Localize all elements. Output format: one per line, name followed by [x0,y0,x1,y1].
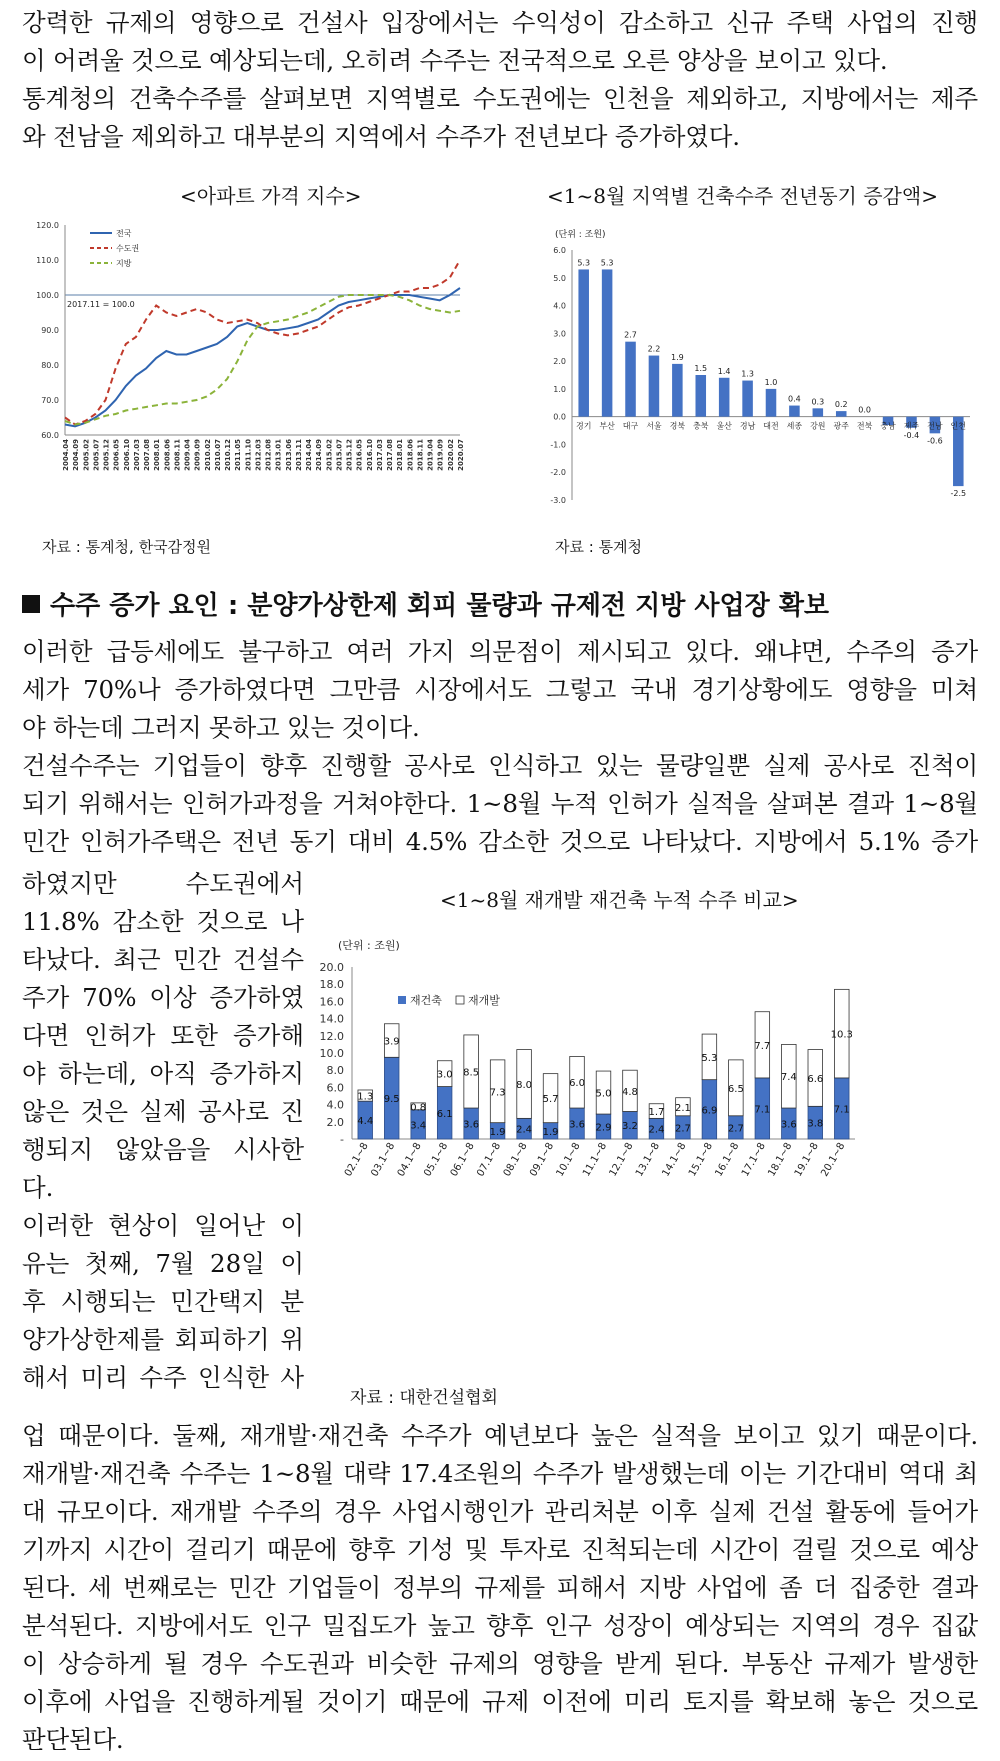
text-line: 강력한 규제의 영향으로 건설사 입장에서는 수익성이 감소하고 신규 주택 사업의 진행 [22,8,978,37]
x-tick-label: 2012.03 [254,439,263,471]
x-tick-label: 19.1~8 [792,1141,821,1179]
data-label: 2.2 [647,344,661,354]
y-tick-label: 6.0 [326,1081,344,1095]
data-label: 1.3 [357,1091,374,1103]
x-tick-label: 2014.09 [315,439,324,471]
text-line: 야 하는데, 아직 증가하지 [22,1059,304,1088]
data-label: 0.0 [858,405,872,415]
text-line: 주가 70% 이상 증가하였 [22,983,304,1012]
text-line: 업 때문이다. 둘째, 재개발·재건축 수주가 예년보다 높은 실적을 보이고 있기 때문이다. [22,1421,978,1450]
chart2-source: 자료 : 통계청 [555,538,643,556]
data-label: 2.1 [674,1102,691,1114]
x-tick-label: 2018.11 [416,439,425,471]
bar [742,381,753,417]
bar [836,411,847,417]
apartment-price-index-chart [20,210,520,530]
text-line: 야 하는데 그러지 못하고 있는 것이다. [22,713,420,742]
legend-label: 재건축 [410,994,442,1007]
x-tick-label: 전남 [927,421,943,431]
text-line: 건설수주는 기업들이 향후 진행할 공사로 인식하고 있는 물량일뿐 실제 공사로 진척이 [22,751,978,780]
regional-orders-change-chart [540,225,980,525]
x-tick-label: 08.1~8 [501,1141,530,1179]
data-label: -2.5 [950,489,967,499]
section-heading [22,585,829,622]
text-line: 대 규모이다. 재개발 수주의 경우 사업시행인가 관리처분 이후 실제 건설 활동에 들어가 [22,1497,978,1526]
data-label: 3.2 [622,1121,638,1133]
data-label: 1.3 [741,369,754,379]
data-label: 9.5 [383,1094,400,1106]
data-label: 2.7 [624,330,637,340]
bar [766,389,777,417]
legend-label: 재개발 [468,994,500,1007]
text-line: 이러한 현상이 일어난 이 [22,1211,304,1240]
legend-label: 전국 [116,229,132,238]
data-label: 5.3 [577,258,591,268]
y-tick-label: 3.0 [553,329,566,339]
data-label: 1.4 [717,366,731,376]
body-paragraph-2 [22,865,304,1397]
body-paragraph-3 [22,1417,978,1759]
y-tick-label: 2.0 [326,1115,344,1129]
data-label: 5.3 [600,258,614,268]
data-label: 5.3 [701,1052,718,1064]
x-tick-label: 2015.12 [345,439,354,471]
text-line: 양가상한제를 회피하기 위 [22,1325,304,1354]
chart2-caption: <1~8월 지역별 건축수주 전년동기 증감액> [547,184,938,208]
x-tick-label: 2004.04 [62,439,70,471]
x-tick-label: 05.1~8 [422,1141,451,1179]
body-paragraph-1 [22,633,978,861]
x-tick-label: 2007.08 [143,439,152,471]
x-tick-label: 2018.06 [406,439,415,471]
text-line: 와 전남을 제외하고 대부분의 지역에서 수주가 전년보다 증가하였다. [22,122,740,151]
x-tick-label: 2011.05 [234,439,243,471]
x-tick-label: 2018.01 [396,439,405,471]
y-tick-label: 100.0 [36,291,59,300]
y-tick-label: 4.0 [326,1098,344,1112]
x-tick-label: 2019.09 [436,439,445,471]
data-label: 6.6 [807,1073,824,1085]
data-label: 4.8 [622,1086,638,1098]
data-label: 5.0 [595,1088,612,1100]
text-line: 행되지 않았음을 시사한 [22,1135,304,1164]
data-label: 6.9 [701,1105,718,1117]
x-tick-label: 2015.07 [335,439,344,471]
y-tick-label: 120.0 [36,221,59,230]
text-line: 유는 첫째, 7월 28일 이 [22,1249,304,1278]
bar [719,378,730,417]
y-tick-label: 16.0 [319,995,344,1009]
y-tick-label: 2.0 [553,357,566,367]
x-tick-label: 광주 [833,421,849,431]
x-tick-label: 2005.02 [82,439,91,471]
x-tick-label: 강원 [810,421,826,431]
x-tick-label: 2010.07 [213,439,222,471]
text-line: 된다. 세 번째로는 민간 기업들이 정부의 규제를 피해서 지방 사업에 좀 더 집중한 결과 [22,1573,978,1602]
legend-label: 지방 [116,259,132,268]
x-tick-label: 2005.07 [92,439,101,471]
chart3-unit: (단위 : 조원) [338,939,400,952]
data-label: 0.2 [834,400,848,410]
y-tick-label: - [340,1133,344,1146]
x-tick-label: 15.1~8 [686,1141,715,1179]
text-line: 민간 인허가주택은 전년 동기 대비 4.5% 감소한 것으로 나타났다. 지방에서 5.1% 증가 [22,827,978,856]
x-tick-label: 04.1~8 [395,1141,424,1179]
x-tick-label: 2016.05 [355,439,364,471]
x-tick-label: 2015.02 [325,439,334,471]
data-label: 4.4 [357,1116,374,1128]
x-tick-label: 12.1~8 [607,1141,636,1179]
y-tick-label: -1.0 [550,440,566,450]
y-tick-label: -2.0 [550,468,566,478]
data-label: 2.4 [516,1124,533,1136]
text-line: 않은 것은 실제 공사로 진 [22,1097,304,1126]
text-line: 이 어려울 것으로 예상되는데, 오히려 수주는 전국적으로 오른 양상을 보이고 있다. [22,46,888,75]
data-label: 7.7 [754,1040,771,1052]
data-label: 2.7 [674,1123,691,1135]
x-tick-label: 03.1~8 [369,1141,398,1179]
x-tick-label: 2016.10 [365,439,374,471]
series-line [65,260,460,425]
text-line: 해서 미리 수주 인식한 사 [22,1363,304,1392]
text-line: 하였지만 수도권에서 [22,869,304,898]
data-label: 7.4 [780,1072,797,1084]
x-tick-label: 17.1~8 [739,1141,768,1179]
text-line: 재개발·재건축 수주는 1~8월 대략 17.4조원의 수주가 발생했는데 이는 기간대비 역대 최 [22,1459,978,1488]
text-line: 이러한 급등세에도 불구하고 여러 가지 의문점이 제시되고 있다. 왜냐면, 수주의 증가 [22,637,978,666]
data-label: 8.0 [516,1079,533,1091]
x-tick-label: 2017.03 [375,439,384,471]
y-tick-label: 110.0 [36,256,59,265]
x-tick-label: 2020.02 [446,439,455,471]
x-tick-label: 부산 [599,421,615,431]
y-tick-label: 5.0 [553,273,566,283]
x-tick-label: 대전 [763,421,779,431]
section-heading-text: 수주 증가 요인 : 분양가상한제 회피 물량과 규제전 지방 사업장 확보 [50,591,830,621]
legend-label: 수도권 [116,244,140,253]
x-tick-label: 대구 [622,421,639,431]
data-label: 3.9 [383,1036,400,1048]
data-label: 1.5 [694,364,708,373]
chart1-source: 자료 : 통계청, 한국감정원 [42,538,212,556]
text-line: 세가 70%나 증가하였다면 그만큼 시장에서도 그렇고 국내 경기상황에도 영향을 미쳐 [22,675,978,704]
data-label: 0.4 [788,394,801,404]
x-tick-label: 충북 [693,421,709,431]
bar [578,269,589,416]
x-tick-label: 06.1~8 [448,1141,477,1179]
x-tick-label: 인천 [950,421,967,431]
x-tick-label: 2012.08 [264,439,273,471]
x-tick-label: 18.1~8 [766,1141,795,1179]
bar [672,364,683,417]
data-label: -0.6 [927,436,943,446]
x-tick-label: 16.1~8 [713,1141,742,1179]
text-line: 이 상승하게 될 경우 수도권과 비슷한 규제의 영향을 받게 된다. 부동산 규제가 발생한 [22,1649,978,1678]
chart3-source: 자료 : 대한건설협회 [350,1388,498,1408]
x-tick-label: 11.1~8 [581,1141,610,1179]
data-label: 6.5 [727,1083,744,1095]
x-tick-label: 2008.01 [153,439,162,471]
y-tick-label: 4.0 [553,301,566,311]
x-tick-label: 2017.08 [386,439,395,471]
data-label: 2.7 [727,1123,744,1135]
y-tick-label: 12.0 [319,1029,344,1043]
x-tick-label: 세종 [786,421,803,431]
y-tick-label: 18.0 [319,978,344,992]
data-label: 1.9 [489,1126,506,1138]
y-tick-label: 0.0 [553,412,566,422]
x-tick-label: 07.1~8 [475,1141,504,1179]
y-tick-label: 20.0 [319,961,344,974]
y-tick-label: 90.0 [41,326,59,335]
bar [695,375,706,417]
data-label: 2.9 [595,1122,612,1134]
x-tick-label: 2004.09 [72,439,81,471]
x-tick-label: 2007.03 [132,439,141,471]
data-label: 6.0 [569,1078,585,1090]
x-tick-label: 2008.06 [163,439,172,471]
x-tick-label: 서울 [646,421,662,431]
legend-swatch [456,996,464,1004]
bar [813,408,824,416]
data-label: 7.1 [833,1104,850,1116]
y-tick-label: -3.0 [550,496,566,505]
x-tick-label: 2009.09 [193,439,202,471]
x-tick-label: 2006.10 [122,439,131,471]
y-tick-label: 60.0 [41,431,59,440]
x-tick-label: 10.1~8 [554,1141,583,1179]
data-label: 10.3 [830,1029,853,1041]
x-tick-label: 울산 [716,421,732,431]
square-bullet-icon [22,595,40,613]
data-label: -0.4 [903,430,920,440]
bar [649,356,660,417]
data-label: 3.0 [436,1069,453,1081]
text-line: 다면 인허가 또한 증가해 [22,1021,304,1050]
data-label: 1.7 [648,1107,665,1119]
data-label: 3.4 [410,1120,427,1132]
x-tick-label: 2011.10 [244,439,253,471]
x-tick-label: 2010.02 [203,439,212,471]
data-label: 3.6 [463,1119,480,1131]
reference-label: 2017.11 = 100.0 [67,300,135,309]
data-label: 0.8 [410,1102,427,1114]
data-label: 5.7 [542,1094,559,1106]
data-label: 2.4 [648,1124,665,1136]
x-tick-label: 2005.12 [102,439,111,471]
x-tick-label: 2020.07 [457,439,465,471]
x-tick-label: 경북 [669,421,686,431]
chart3-caption: <1~8월 재개발 재건축 누적 수주 비교> [440,888,799,912]
data-label: 3.6 [780,1119,797,1131]
x-tick-label: 2013.06 [284,439,293,471]
series-line [65,295,460,425]
x-tick-label: 13.1~8 [634,1141,663,1179]
data-label: 0.3 [811,397,825,407]
redevelopment-orders-chart [319,935,970,1310]
data-label: 6.1 [436,1108,453,1120]
x-tick-label: 2009.04 [183,439,192,471]
text-line: 타났다. 최근 민간 건설수 [22,945,304,974]
x-tick-label: 전북 [856,421,873,431]
text-line: 이후에 사업을 진행하게될 것이기 때문에 규제 이전에 미리 토지를 확보해 놓은 것으로 [22,1687,978,1716]
y-tick-label: 1.0 [553,384,566,394]
x-tick-label: 2019.04 [426,439,435,471]
text-line: 분석된다. 지방에서도 인구 밀집도가 높고 향후 인구 성장이 예상되는 지역의 경우 집값 [22,1611,978,1640]
data-label: 7.3 [489,1087,506,1099]
x-tick-label: 2013.11 [294,439,303,471]
text-line: 다. [22,1173,54,1202]
text-line: 되기 위해서는 인허가과정을 거쳐야한다. 1~8월 누적 인허가 실적을 살펴본 결과 1~8월 [22,789,978,818]
bar [625,342,636,417]
legend-swatch [398,996,406,1004]
text-line: 11.8% 감소한 것으로 나 [22,907,304,936]
x-tick-label: 경남 [739,421,756,431]
x-tick-label: 02.1~8 [342,1141,371,1179]
data-label: 7.1 [754,1104,771,1116]
x-tick-label: 2014.04 [305,439,314,471]
data-label: 1.9 [542,1126,559,1138]
bar [789,406,800,417]
data-label: 8.5 [463,1067,480,1079]
text-line: 후 시행되는 민간택지 분 [22,1287,304,1316]
y-tick-label: 70.0 [41,396,59,405]
intro-paragraph [22,4,978,156]
x-tick-label: 09.1~8 [528,1141,557,1179]
text-line: 판단된다. [22,1725,124,1754]
bar [602,269,613,416]
x-tick-label: 14.1~8 [660,1141,689,1179]
y-tick-label: 14.0 [319,1012,344,1026]
chart1-caption: <아파트 가격 지수> [180,184,362,208]
text-line: 통계청의 건축수주를 살펴보면 지역별로 수도권에는 인천을 제외하고, 지방에서는 제주 [22,84,978,113]
data-label: 1.9 [670,352,684,362]
text-line: 기까지 시간이 걸리기 때문에 향후 기성 및 투자로 진척되는데 시간이 걸릴 것으로 예상 [22,1535,978,1564]
x-tick-label: 제주 [903,421,920,431]
data-label: 1.0 [764,377,778,387]
x-tick-label: 2008.11 [173,439,182,471]
y-tick-label: 8.0 [326,1064,344,1078]
x-tick-label: 2006.05 [112,439,121,471]
data-label: 3.8 [807,1118,824,1130]
y-tick-label: 80.0 [41,361,59,370]
x-tick-label: 2013.01 [274,439,283,471]
data-label: 3.6 [569,1119,585,1131]
x-tick-label: 경기 [575,421,592,431]
chart2-unit: (단위 : 조원) [555,230,606,240]
x-tick-label: 2010.12 [224,439,233,471]
y-tick-label: 6.0 [553,246,566,255]
x-tick-label: 20.1~8 [819,1141,848,1179]
x-tick-label: 충남 [880,421,896,431]
y-tick-label: 10.0 [319,1047,344,1060]
